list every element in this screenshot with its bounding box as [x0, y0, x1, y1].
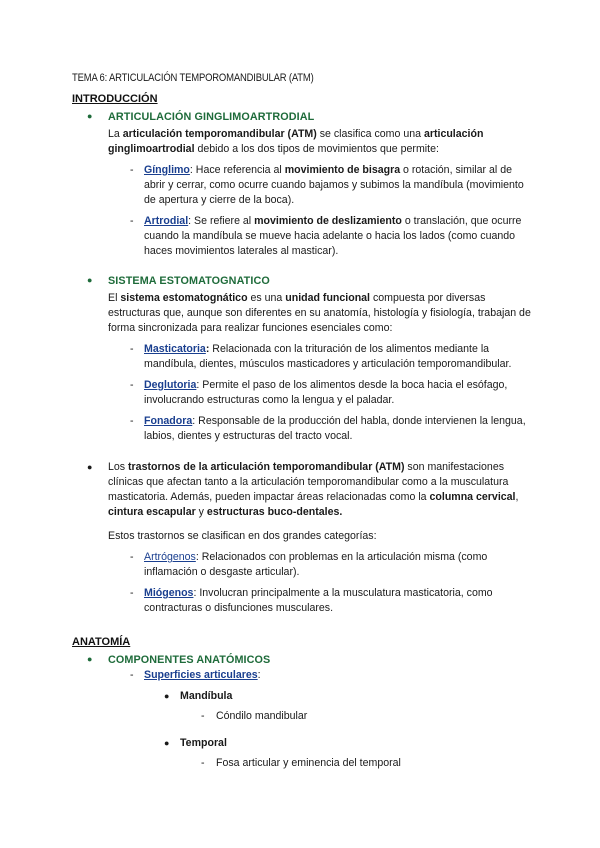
movement-list — [72, 163, 532, 259]
link-ginglimo[interactable]: Gínglimo — [144, 164, 190, 176]
list-item-artrogenos: - Artrógenos: Relacionados con problemas en la articulación misma (como inflamación o desgaste articular). — [130, 551, 488, 578]
list-item-fosa: - Fosa articular y eminencia del temporal — [201, 757, 401, 769]
list-item-ginglimo: - Gínglimo: Hace referencia al movimiento de bisagra o rotación, similar al de abrir y cerrar, como ocurre cuando bajamos y subimos la mandíbula (movimiento de apertura y cierre de la boca). — [130, 164, 524, 206]
paragraph-atm-classification: La articulación temporomandibular (ATM) se clasifica como una articulación ginglimoartrodial debido a los dos tipos de movimientos que permite: — [108, 128, 484, 155]
list-item-deglutoria: - Deglutoria: Permite el paso de los alimentos desde la boca hacia el esófago, involucrando estructuras como la lengua y el paladar. — [130, 379, 508, 406]
link-deglutoria[interactable]: Deglutoria — [144, 379, 197, 391]
link-miogenos[interactable]: Miógenos — [144, 587, 194, 599]
list-item-superficies: - Superficies articulares: — [130, 669, 261, 681]
section-heading-introduccion: INTRODUCCIÓN — [72, 93, 158, 105]
bullet-ginglimoartrodial — [72, 111, 532, 123]
bullet-icon: ● — [164, 738, 170, 748]
list-item-miogenos: - Miógenos: Involucran principalmente a la musculatura masticatoria, como contracturas o disfunciones musculares. — [130, 587, 493, 614]
link-superficies[interactable]: Superficies articulares — [144, 669, 258, 681]
list-item-artrodial: - Artrodial: Se refiere al movimiento de deslizamiento o translación, que ocurre cuando la mandíbula se mueve hacia adelante o hacia los lados (como cuando haces movimientos laterales al masticar). — [130, 215, 522, 257]
document-title: TEMA 6: ARTICULACIÓN TEMPOROMANDIBULAR (ATM) — [72, 72, 314, 84]
bullet-estomatognatico — [72, 275, 532, 287]
bullet-componentes — [72, 654, 532, 666]
subheading-componentes: COMPONENTES ANATÓMICOS — [108, 654, 271, 666]
paragraph-estomatognatico: El sistema estomatognático es una unidad funcional compuesta por diversas estructuras que, aunque son diferentes en su anatomía, histología y fisiología, trabajan de forma sincronizada para realizar funciones esenciales como: — [108, 292, 531, 334]
list-item-mandibula: ● Mandíbula — [164, 690, 233, 702]
link-artrogenos[interactable]: Artrógenos — [144, 551, 196, 563]
bullet-icon: ● — [164, 691, 170, 701]
list-item-condilo: - Cóndilo mandibular — [201, 710, 308, 722]
categoria-list — [72, 550, 532, 616]
bullet-icon: ● — [87, 462, 93, 472]
paragraph-categorias: Estos trastornos se clasifican en dos grandes categorías: — [108, 530, 377, 542]
link-fonadora[interactable]: Fonadora — [144, 415, 193, 427]
list-item-temporal: ● Temporal — [164, 737, 227, 749]
section-heading-anatomia: ANATOMÍA — [72, 636, 131, 648]
bullet-icon: ● — [87, 111, 93, 121]
list-item-masticatoria: - Masticatoria: Relacionada con la trituración de los alimentos mediante la mandíbula, dientes, músculos masticadores y articulación temporomandibular. — [130, 343, 512, 370]
link-artrodial[interactable]: Artrodial — [144, 215, 189, 227]
function-list — [72, 342, 532, 444]
list-item-fonadora: - Fonadora: Responsable de la producción del habla, donde intervienen la lengua, labios, dientes y estructuras del tracto vocal. — [130, 415, 526, 442]
link-masticatoria[interactable]: Masticatoria — [144, 343, 206, 355]
bullet-trastornos: ● Los trastornos de la articulación temporomandibular (ATM) son manifestaciones clínicas que afectan tanto a la articulación temporomandibular como a la musculatura masticatoria. Además, pueden impactar áreas relacionadas como la columna cervical, cintura escapular y estructuras buco-dentales. — [87, 461, 519, 518]
document-page — [72, 72, 532, 771]
subheading-estomatognatico: SISTEMA ESTOMATOGNATICO — [108, 275, 270, 287]
subheading-ginglimoartrodial: ARTICULACIÓN GINGLIMOARTRODIAL — [108, 111, 315, 123]
bullet-icon: ● — [87, 275, 93, 285]
bullet-icon: ● — [87, 654, 93, 664]
